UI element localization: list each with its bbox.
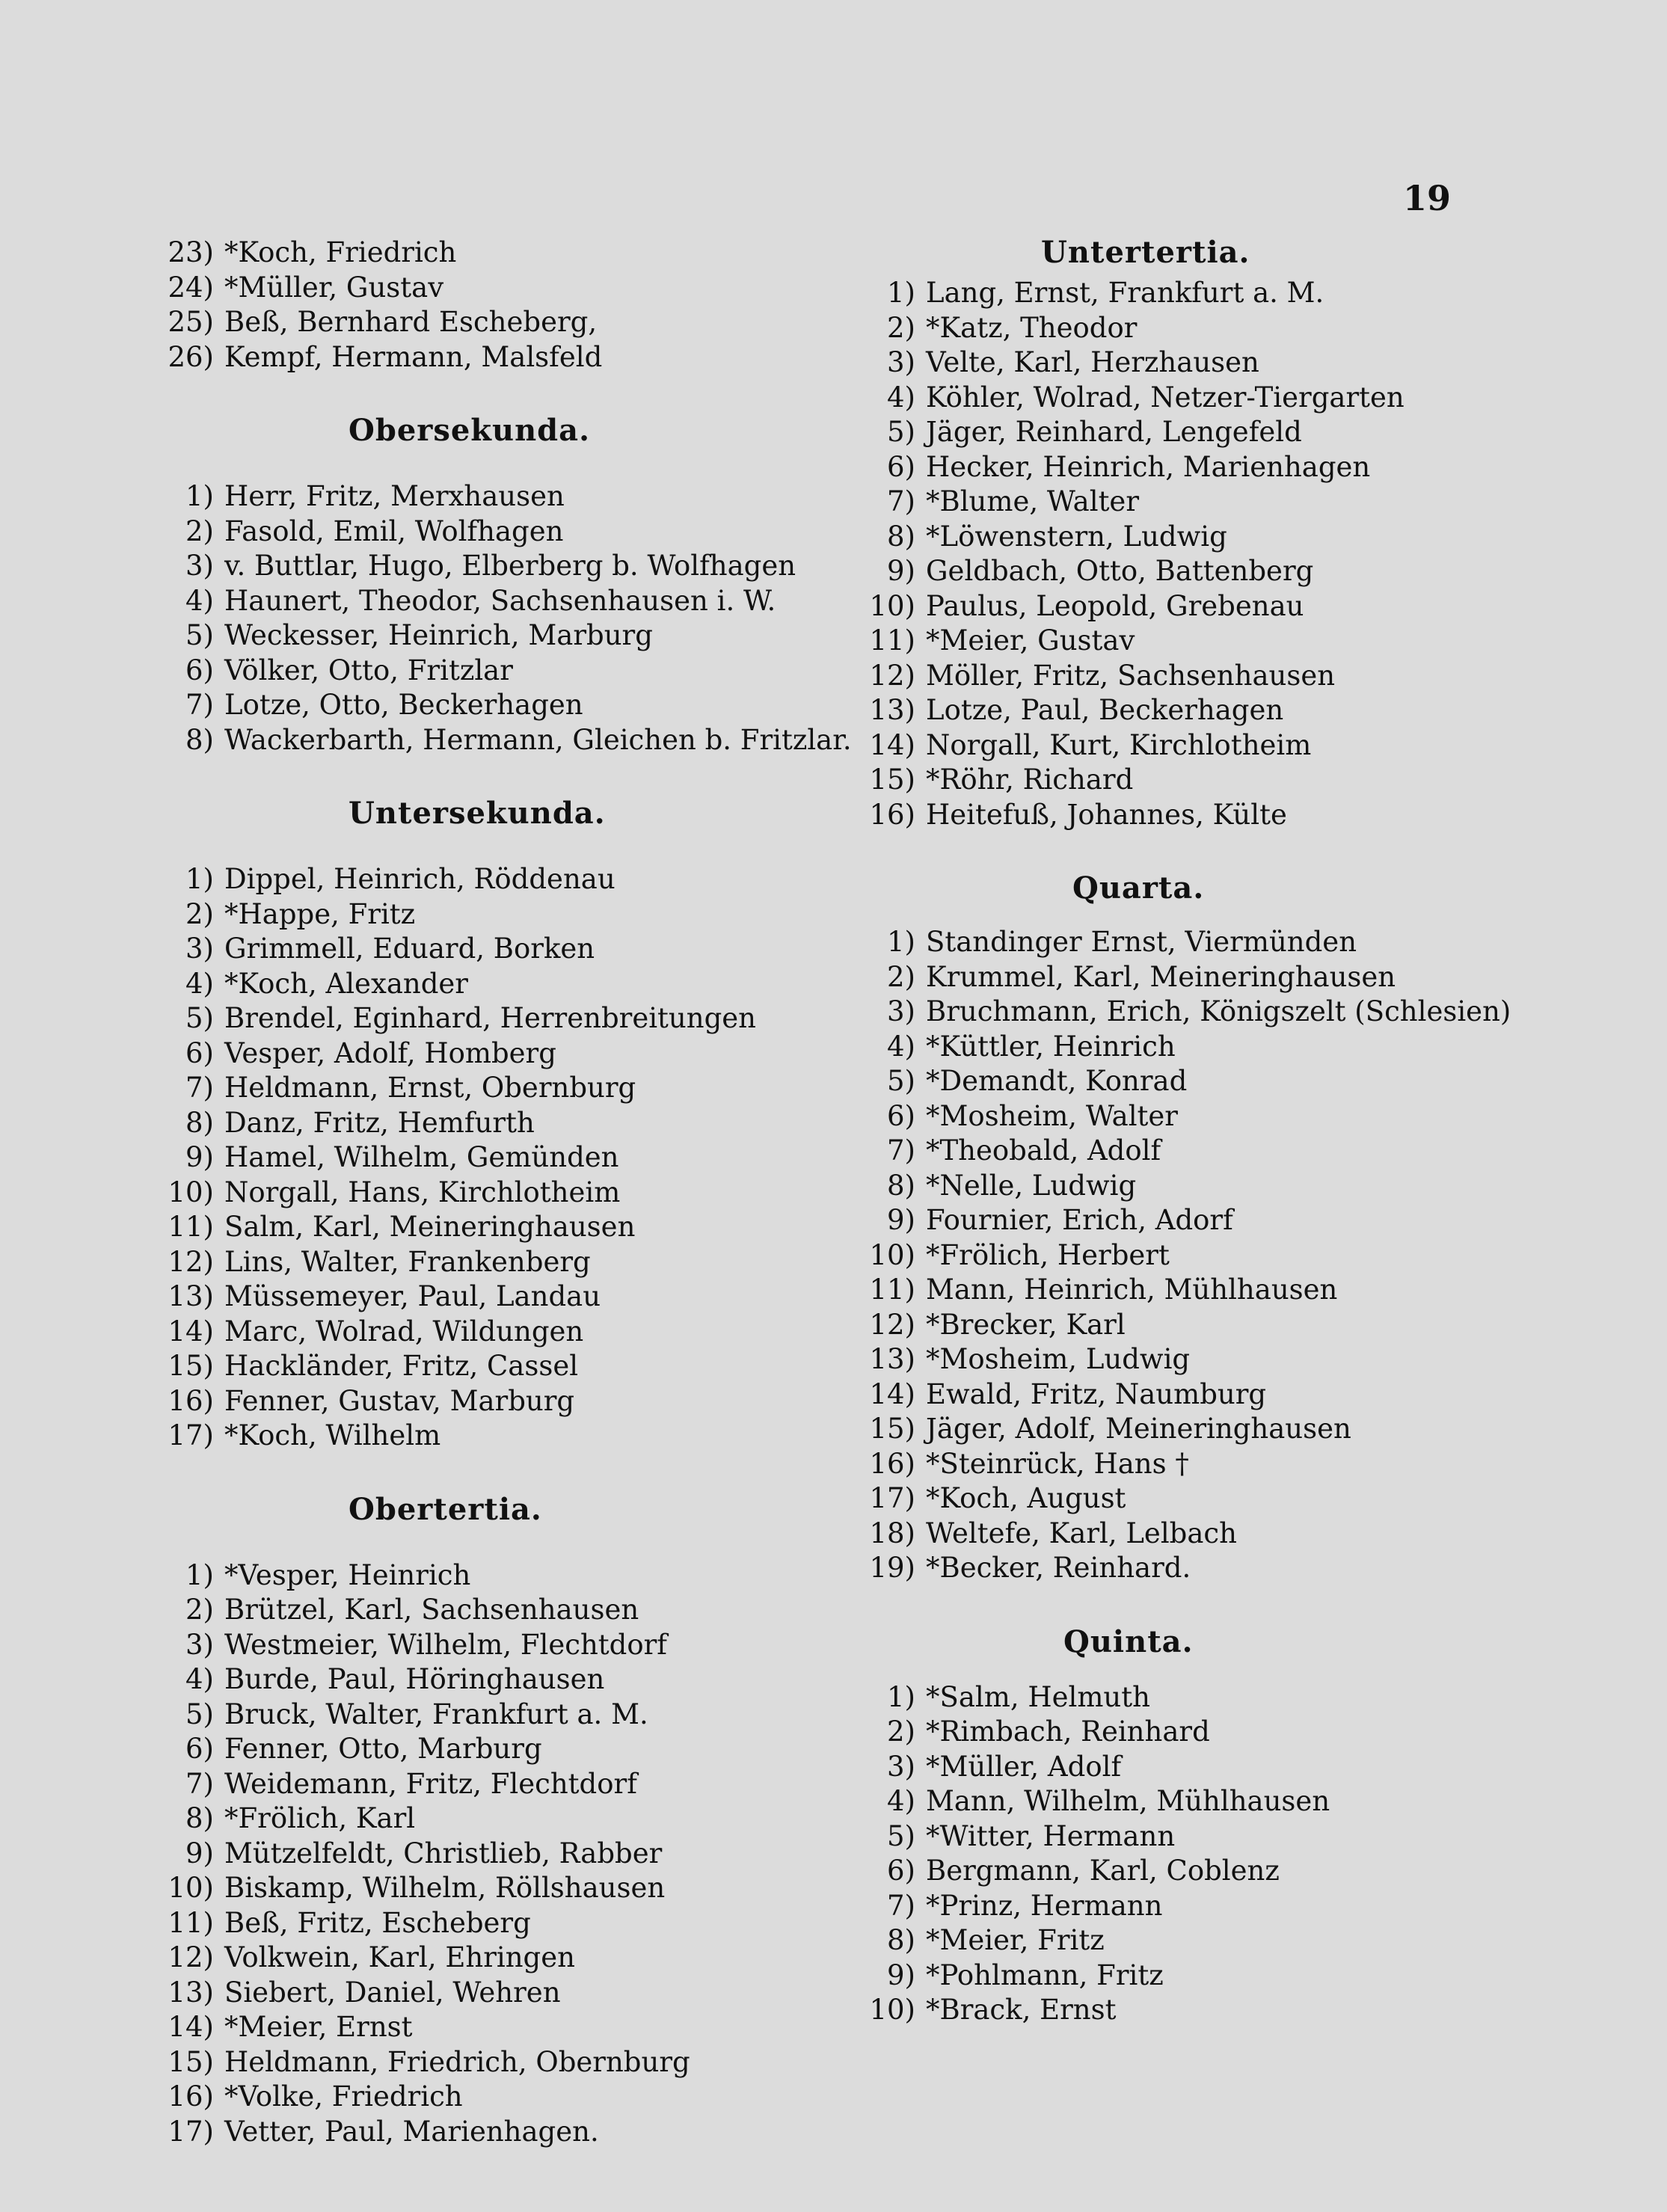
- list-item: [139, 1593, 812, 1628]
- list-item: [139, 1176, 812, 1211]
- student-entry: *Becker, Reinhard.: [926, 1552, 1191, 1584]
- item-number: 6): [887, 1855, 915, 1887]
- student-entry: *Meier, Gustav: [926, 624, 1135, 657]
- list-item: [841, 995, 1588, 1030]
- item-number: 2): [185, 1594, 214, 1626]
- item-number: 12): [168, 1941, 214, 1973]
- item-number: 14): [168, 2011, 214, 2043]
- list-item: [841, 1481, 1588, 1517]
- student-entry: Mann, Heinrich, Mühlhausen: [926, 1274, 1338, 1306]
- student-entry: Vetter, Paul, Marienhagen.: [224, 2115, 599, 2148]
- list-item: [139, 1036, 812, 1072]
- item-number: 13): [869, 694, 915, 726]
- section-heading: Obertertia.: [349, 1491, 542, 1527]
- list-item: [139, 1071, 812, 1106]
- student-entry: *Meier, Ernst: [224, 2011, 413, 2043]
- student-entry: Fenner, Gustav, Marburg: [224, 1384, 575, 1417]
- item-number: 9): [887, 555, 915, 587]
- item-number: 3): [185, 933, 214, 965]
- item-number: 24): [168, 271, 214, 304]
- list-item: [139, 618, 812, 654]
- item-number: 8): [887, 520, 915, 553]
- item-number: 1): [887, 1680, 915, 1713]
- item-number: 4): [887, 1785, 915, 1817]
- list-item: [841, 1993, 1588, 2028]
- item-number: 11): [869, 624, 915, 657]
- student-entry: Mützelfeldt, Christlieb, Rabber: [224, 1837, 663, 1870]
- list-item: [841, 520, 1588, 555]
- student-entry: Heitefuß, Johannes, Külte: [926, 798, 1287, 831]
- section-obertertia: [139, 1493, 812, 2150]
- student-entry: *Prinz, Hermann: [926, 1889, 1163, 1922]
- student-entry: Bruck, Walter, Frankfurt a. M.: [224, 1698, 648, 1730]
- item-number: 11): [168, 1906, 214, 1939]
- student-entry: Danz, Fritz, Hemfurth: [224, 1106, 535, 1139]
- student-entry: *Rimbach, Reinhard: [926, 1715, 1210, 1748]
- student-entry: *Müller, Gustav: [224, 271, 444, 304]
- item-number: 25): [168, 306, 214, 338]
- list-item: [139, 305, 812, 340]
- list-item: [841, 1064, 1588, 1099]
- item-number: 10): [168, 1872, 214, 1904]
- list-item: [139, 1349, 812, 1384]
- item-number: 16): [869, 1447, 915, 1480]
- item-number: 3): [887, 346, 915, 378]
- item-number: 17): [869, 1482, 915, 1514]
- student-entry: *Steinrück, Hans †: [926, 1447, 1189, 1480]
- list-item: [841, 728, 1588, 764]
- student-entry: Möller, Fritz, Sachsenhausen: [926, 659, 1336, 692]
- student-entry: Lotze, Otto, Beckerhagen: [224, 689, 583, 721]
- list-item: [139, 1976, 812, 2011]
- student-entry: Grimmell, Eduard, Borken: [224, 933, 595, 965]
- student-entry: *Blume, Walter: [926, 485, 1140, 517]
- list-item: [139, 1698, 812, 1733]
- list-item: [841, 415, 1588, 450]
- student-entry: Geldbach, Otto, Battenberg: [926, 555, 1314, 587]
- item-number: 3): [887, 995, 915, 1027]
- student-entry: *Salm, Helmuth: [926, 1680, 1150, 1713]
- item-number: 1): [185, 1558, 214, 1591]
- left-column: [139, 236, 852, 2149]
- student-entry: Heldmann, Friedrich, Obernburg: [224, 2045, 690, 2078]
- list-item: [841, 554, 1588, 589]
- item-number: 3): [887, 1750, 915, 1783]
- list-item: [841, 798, 1588, 833]
- section-heading: Untertertia.: [1041, 235, 1250, 270]
- item-number: 11): [869, 1274, 915, 1306]
- item-number: 23): [168, 236, 214, 268]
- student-entry: Fournier, Erich, Adorf: [926, 1204, 1233, 1236]
- list-item: [139, 2010, 812, 2045]
- list-item: [139, 1210, 812, 1245]
- item-number: 16): [168, 2080, 214, 2113]
- list-item: [139, 340, 812, 375]
- list-item: [841, 1308, 1588, 1343]
- list-item: [139, 1906, 812, 1941]
- item-number: 12): [869, 1308, 915, 1341]
- student-entry: *Mosheim, Ludwig: [926, 1343, 1191, 1375]
- item-number: 3): [185, 1628, 214, 1661]
- student-entry: *Meier, Fritz: [926, 1924, 1105, 1956]
- student-entry: Herr, Fritz, Merxhausen: [224, 480, 565, 512]
- list-item: [139, 688, 812, 723]
- list-item: [841, 1238, 1588, 1274]
- student-entry: Hecker, Heinrich, Marienhagen: [926, 450, 1371, 483]
- student-entry: Hackländer, Fritz, Cassel: [224, 1350, 579, 1382]
- section-heading: Quarta.: [1072, 870, 1205, 906]
- student-entry: Krummel, Karl, Meineringhausen: [926, 960, 1396, 993]
- item-number: 2): [887, 1715, 915, 1748]
- student-entry: Jäger, Reinhard, Lengefeld: [926, 416, 1302, 448]
- list-item: [139, 1245, 812, 1280]
- student-entry: Norgall, Kurt, Kirchlotheim: [926, 728, 1312, 761]
- item-number: 15): [869, 764, 915, 796]
- item-number: 1): [185, 480, 214, 512]
- student-entry: *Volke, Friedrich: [224, 2080, 463, 2113]
- section-heading: Untersekunda.: [349, 796, 606, 831]
- list-item: [139, 549, 812, 584]
- list-item: [139, 1419, 812, 1454]
- student-entry: *Koch, Friedrich: [224, 236, 457, 268]
- list-item: [841, 1715, 1588, 1750]
- item-number: 26): [168, 340, 214, 373]
- item-number: 6): [887, 1099, 915, 1132]
- list-item: [841, 1342, 1588, 1377]
- item-number: 13): [168, 1976, 214, 2009]
- student-entry: *Löwenstern, Ludwig: [926, 520, 1227, 553]
- list-item: [841, 1680, 1588, 1715]
- list-item: [139, 1941, 812, 1976]
- item-number: 11): [168, 1211, 214, 1243]
- list-item: [139, 932, 812, 967]
- item-number: 12): [869, 659, 915, 692]
- item-number: 4): [887, 1030, 915, 1063]
- section-quinta: [841, 1625, 1588, 2028]
- list-item: [841, 1889, 1588, 1924]
- list-item: [139, 1558, 812, 1594]
- student-entry: *Frölich, Herbert: [926, 1238, 1170, 1271]
- student-entry: Köhler, Wolrad, Netzer-Tiergarten: [926, 381, 1404, 414]
- list-item: [841, 659, 1588, 694]
- student-entry: *Brack, Ernst: [926, 1994, 1117, 2026]
- item-number: 2): [185, 897, 214, 930]
- student-entry: Vesper, Adolf, Homberg: [224, 1036, 556, 1069]
- item-number: 16): [869, 798, 915, 831]
- item-number: 14): [869, 1377, 915, 1410]
- section-untertertia: [841, 236, 1588, 832]
- list-item: [139, 1106, 812, 1141]
- student-entry: Lang, Ernst, Frankfurt a. M.: [926, 277, 1324, 309]
- item-number: 8): [887, 1924, 915, 1956]
- student-entry: Bruchmann, Erich, Königszelt (Schlesien): [926, 995, 1511, 1027]
- item-number: 10): [869, 589, 915, 622]
- student-entry: *Koch, Alexander: [224, 967, 468, 1000]
- student-entry: *Vesper, Heinrich: [224, 1558, 471, 1591]
- student-entry: Dippel, Heinrich, Röddenau: [224, 863, 615, 895]
- list-item: [841, 1958, 1588, 1994]
- list-item: [139, 1871, 812, 1906]
- student-entry: Weltefe, Karl, Lelbach: [926, 1517, 1237, 1549]
- item-number: 9): [887, 1204, 915, 1236]
- section-quarta: [841, 871, 1588, 1586]
- student-entry: *Demandt, Konrad: [926, 1065, 1188, 1097]
- list-item: [139, 862, 812, 897]
- item-number: 8): [887, 1169, 915, 1202]
- list-item: [139, 897, 812, 933]
- student-entry: Wackerbarth, Hermann, Gleichen b. Fritzlar.: [224, 723, 852, 756]
- list-item: [841, 1203, 1588, 1238]
- item-number: 6): [185, 1036, 214, 1069]
- list-item: [139, 654, 812, 689]
- student-entry: Volkwein, Karl, Ehringen: [224, 1941, 575, 1973]
- student-entry: Biskamp, Wilhelm, Röllshausen: [224, 1872, 666, 1904]
- student-entry: Weidemann, Fritz, Flechtdorf: [224, 1767, 637, 1800]
- student-entry: Haunert, Theodor, Sachsenhausen i. W.: [224, 584, 776, 617]
- list-item: [841, 485, 1588, 520]
- list-item: [841, 276, 1588, 311]
- list-item: [841, 1923, 1588, 1958]
- item-number: 7): [887, 1889, 915, 1922]
- student-entry: Fasold, Emil, Wolfhagen: [224, 514, 564, 547]
- item-number: 10): [168, 1176, 214, 1208]
- list-item: [841, 311, 1588, 346]
- item-number: 5): [887, 416, 915, 448]
- list-item: [139, 1801, 812, 1837]
- item-number: 7): [185, 1767, 214, 1800]
- list-item: [139, 1001, 812, 1036]
- item-number: 10): [869, 1994, 915, 2026]
- list-item: [841, 1551, 1588, 1586]
- list-item: [841, 1030, 1588, 1065]
- list-item: [841, 381, 1588, 416]
- student-entry: *Koch, Wilhelm: [224, 1419, 441, 1451]
- list-item: [841, 624, 1588, 659]
- list-item: [841, 960, 1588, 995]
- student-entry: Siebert, Daniel, Wehren: [224, 1976, 561, 2009]
- list-item: [139, 1767, 812, 1802]
- list-item: [139, 1384, 812, 1419]
- item-number: 9): [185, 1837, 214, 1870]
- list-item: [841, 1784, 1588, 1819]
- item-number: 10): [869, 1238, 915, 1271]
- item-number: 9): [185, 1141, 214, 1173]
- list-item: [139, 584, 812, 619]
- student-entry: Salm, Karl, Meineringhausen: [224, 1211, 636, 1243]
- list-item: [139, 479, 812, 514]
- item-number: 4): [887, 381, 915, 414]
- student-entry: *Mosheim, Walter: [926, 1099, 1178, 1132]
- student-entry: Lins, Walter, Frankenberg: [224, 1245, 591, 1278]
- student-entry: Bergmann, Karl, Coblenz: [926, 1855, 1280, 1887]
- list-item: [139, 271, 812, 306]
- item-number: 15): [168, 1350, 214, 1382]
- student-entry: Weckesser, Heinrich, Marburg: [224, 619, 653, 651]
- list-item: [139, 1315, 812, 1350]
- student-entry: *Koch, August: [926, 1482, 1126, 1514]
- item-number: 18): [869, 1517, 915, 1549]
- list-item: [841, 589, 1588, 624]
- list-item: [139, 2115, 812, 2150]
- list-item: [139, 967, 812, 1002]
- student-entry: Heldmann, Ernst, Obernburg: [224, 1072, 636, 1104]
- list-item: [139, 2080, 812, 2115]
- list-item: [841, 693, 1588, 728]
- student-entry: *Müller, Adolf: [926, 1750, 1122, 1783]
- item-number: 17): [168, 2115, 214, 2148]
- list-item: [139, 1140, 812, 1176]
- item-number: 5): [887, 1819, 915, 1852]
- student-entry: Beß, Fritz, Escheberg: [224, 1906, 531, 1939]
- student-entry: Beß, Bernhard Escheberg,: [224, 306, 598, 338]
- item-number: 1): [185, 863, 214, 895]
- student-entry: *Küttler, Heinrich: [926, 1030, 1176, 1063]
- list-item: [841, 450, 1588, 485]
- student-entry: *Frölich, Karl: [224, 1802, 416, 1834]
- list-item: [841, 1517, 1588, 1552]
- list-item: [841, 925, 1588, 960]
- student-entry: Burde, Paul, Höringhausen: [224, 1663, 605, 1695]
- student-entry: Müssemeyer, Paul, Landau: [224, 1280, 601, 1312]
- item-number: 15): [168, 2045, 214, 2078]
- student-entry: *Witter, Hermann: [926, 1819, 1176, 1852]
- item-number: 6): [185, 1733, 214, 1765]
- item-number: 3): [185, 550, 214, 582]
- item-number: 2): [185, 514, 214, 547]
- list-item: [139, 236, 812, 271]
- item-number: 4): [185, 1663, 214, 1695]
- student-entry: *Röhr, Richard: [926, 764, 1134, 796]
- section-obersekunda: [139, 413, 852, 758]
- list-item: [139, 723, 852, 758]
- student-entry: *Pohlmann, Fritz: [926, 1958, 1164, 1991]
- list-item: [139, 2045, 812, 2080]
- student-entry: Brützel, Karl, Sachsenhausen: [224, 1594, 639, 1626]
- item-number: 8): [185, 1802, 214, 1834]
- item-number: 8): [185, 1106, 214, 1139]
- item-number: 14): [869, 728, 915, 761]
- student-entry: Marc, Wolrad, Wildungen: [224, 1315, 584, 1348]
- item-number: 12): [168, 1245, 214, 1278]
- list-item: [139, 1662, 812, 1698]
- student-entry: Ewald, Fritz, Naumburg: [926, 1377, 1267, 1410]
- list-item: [841, 1273, 1588, 1308]
- item-number: 1): [887, 926, 915, 958]
- item-number: 17): [168, 1419, 214, 1451]
- list-item: [841, 1819, 1588, 1855]
- list-item: [139, 1837, 812, 1872]
- section-heading: Obersekunda.: [349, 413, 590, 448]
- item-number: 8): [185, 723, 214, 756]
- student-entry: Westmeier, Wilhelm, Flechtdorf: [224, 1628, 667, 1661]
- item-number: 7): [887, 1134, 915, 1167]
- item-number: 14): [168, 1315, 214, 1348]
- item-number: 13): [869, 1343, 915, 1375]
- student-entry: Hamel, Wilhelm, Gemünden: [224, 1141, 619, 1173]
- student-entry: Fenner, Otto, Marburg: [224, 1733, 542, 1765]
- student-entry: Velte, Karl, Herzhausen: [926, 346, 1259, 378]
- section-untersekunda: [139, 796, 812, 1454]
- student-entry: Norgall, Hans, Kirchlotheim: [224, 1176, 621, 1208]
- list-item: [841, 763, 1588, 798]
- item-number: 19): [869, 1552, 915, 1584]
- list-item: [841, 1447, 1588, 1482]
- list-item: [139, 514, 812, 550]
- student-entry: Brendel, Eginhard, Herrenbreitungen: [224, 1002, 756, 1034]
- list-item: [841, 345, 1588, 381]
- list-item: [841, 1854, 1588, 1889]
- continued-list: [139, 236, 812, 375]
- student-entry: v. Buttlar, Hugo, Elberberg b. Wolfhagen: [224, 550, 796, 582]
- item-number: 4): [185, 584, 214, 617]
- right-column: [841, 236, 1588, 2028]
- list-item: [841, 1412, 1588, 1447]
- section-heading: Quinta.: [1063, 1623, 1194, 1659]
- item-number: 4): [185, 967, 214, 1000]
- list-item: [841, 1169, 1588, 1204]
- item-number: 5): [185, 1698, 214, 1730]
- item-number: 7): [185, 689, 214, 721]
- item-number: 15): [869, 1413, 915, 1445]
- item-number: 7): [185, 1072, 214, 1104]
- list-item: [841, 1099, 1588, 1134]
- item-number: 16): [168, 1384, 214, 1417]
- student-entry: *Theobald, Adolf: [926, 1134, 1161, 1167]
- item-number: 2): [887, 960, 915, 993]
- student-entry: Standinger Ernst, Viermünden: [926, 926, 1357, 958]
- item-number: 6): [887, 450, 915, 483]
- page-number: 19: [1403, 178, 1452, 218]
- item-number: 5): [887, 1065, 915, 1097]
- item-number: 2): [887, 311, 915, 344]
- item-number: 7): [887, 485, 915, 517]
- student-entry: Lotze, Paul, Beckerhagen: [926, 694, 1284, 726]
- list-item: [841, 1750, 1588, 1785]
- item-number: 6): [185, 654, 214, 686]
- list-item: [841, 1134, 1588, 1169]
- item-number: 5): [185, 1002, 214, 1034]
- student-entry: *Happe, Fritz: [224, 897, 416, 930]
- student-entry: Mann, Wilhelm, Mühlhausen: [926, 1785, 1330, 1817]
- item-number: 1): [887, 277, 915, 309]
- list-item: [139, 1628, 812, 1663]
- student-entry: *Nelle, Ludwig: [926, 1169, 1137, 1202]
- student-entry: Kempf, Hermann, Malsfeld: [224, 340, 603, 373]
- student-entry: Jäger, Adolf, Meineringhausen: [926, 1413, 1351, 1445]
- item-number: 9): [887, 1958, 915, 1991]
- list-item: [139, 1732, 812, 1767]
- list-item: [139, 1279, 812, 1315]
- student-entry: *Katz, Theodor: [926, 311, 1138, 344]
- item-number: 5): [185, 619, 214, 651]
- item-number: 13): [168, 1280, 214, 1312]
- student-entry: *Brecker, Karl: [926, 1308, 1126, 1341]
- student-entry: Völker, Otto, Fritzlar: [224, 654, 513, 686]
- student-entry: Paulus, Leopold, Grebenau: [926, 589, 1304, 622]
- list-item: [841, 1377, 1588, 1413]
